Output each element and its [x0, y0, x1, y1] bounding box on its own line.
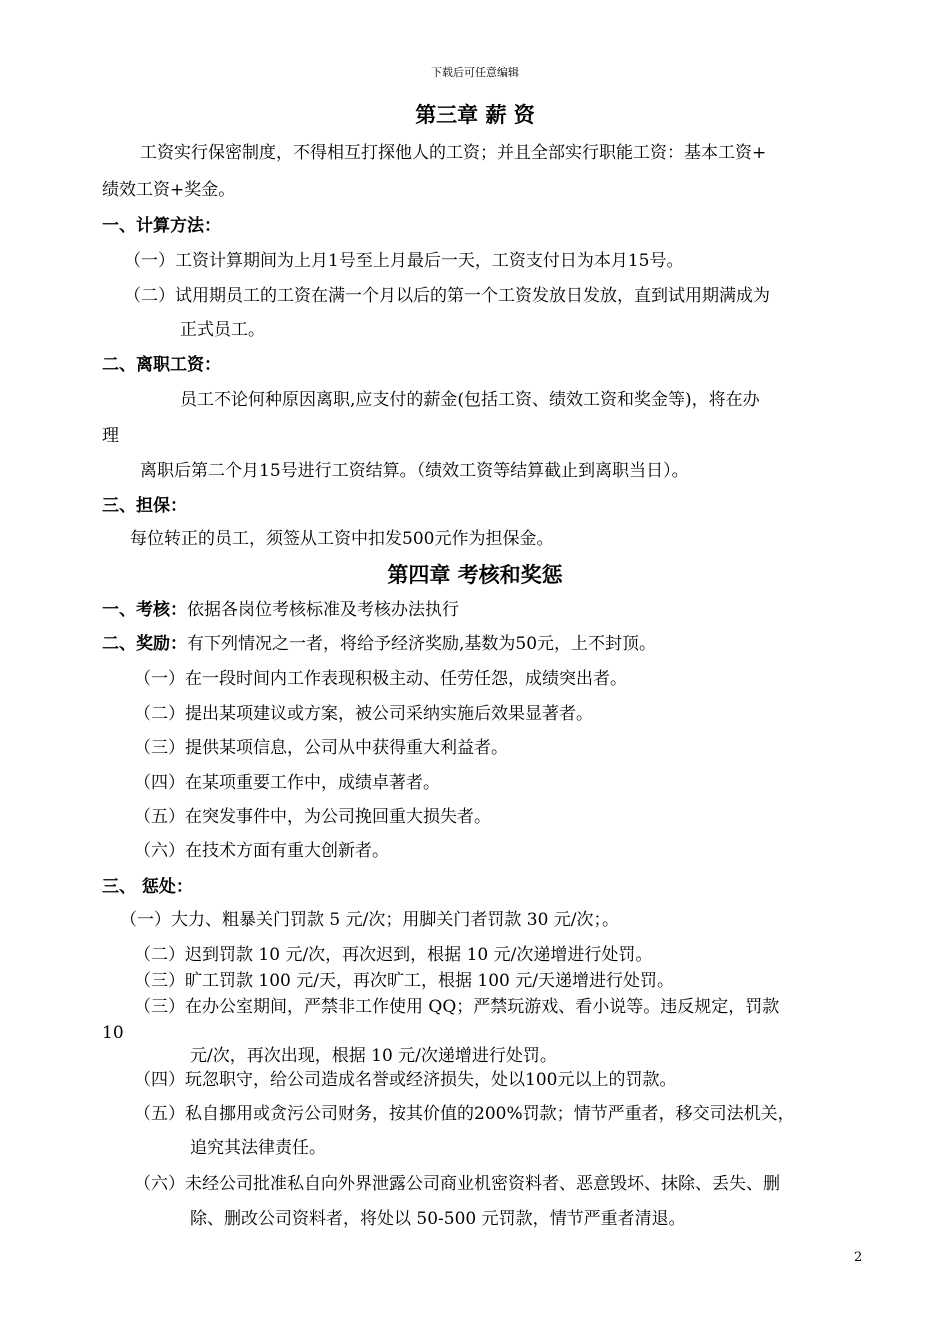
- calc-method-item-2-line-1: （二）试用期员工的工资在满一个月以后的第一个工资发放日发放，直到试用期满成为: [124, 286, 770, 306]
- resignation-pay-line-1: 员工不论何种原因离职,应支付的薪金(包括工资、绩效工资和奖金等)，将在办: [180, 390, 760, 410]
- chapter-3-title: 第三章 薪 资: [415, 102, 535, 127]
- calc-method-item-2-line-2: 正式员工。: [180, 320, 265, 340]
- reward-item-3: （三）提供某项信息，公司从中获得重大利益者。: [134, 738, 508, 758]
- penalty-item-7-line-2: 除、删改公司资料者，将处以 50-500 元罚款，情节严重者清退。: [190, 1209, 686, 1229]
- section-guarantee-title: 三、担保：: [102, 496, 187, 516]
- resignation-pay-line-3: 离职后第二个月15号进行工资结算。（绩效工资等结算截止到离职当日）。: [140, 461, 689, 481]
- penalty-item-5: （四）玩忽职守，给公司造成名誉或经济损失，处以100元以上的罚款。: [134, 1070, 677, 1090]
- penalty-item-6-line-2: 追究其法律责任。: [190, 1138, 326, 1158]
- reward-item-5: （五）在突发事件中，为公司挽回重大损失者。: [134, 807, 491, 827]
- reward-item-1: （一）在一段时间内工作表现积极主动、任劳任怨，成绩突出者。: [134, 669, 627, 689]
- section-resignation-pay-title: 二、离职工资：: [102, 355, 221, 375]
- reward-item-2: （二）提出某项建议或方案，被公司采纳实施后效果显著者。: [134, 704, 593, 724]
- calc-method-item-1: （一）工资计算期间为上月1号至上月最后一天，工资支付日为本月15号。: [124, 251, 684, 271]
- penalty-item-4-line-1: （三）在办公室期间，严禁非工作使用 QQ；严禁玩游戏、看小说等。违反规定，罚款: [134, 997, 780, 1017]
- penalty-item-3: （三）旷工罚款 100 元/天，再次旷工，根据 100 元/天递增进行处罚。: [134, 971, 674, 991]
- section-assessment-title: 一、考核：: [102, 600, 187, 620]
- penalty-item-1: （一）大力、粗暴关门罚款 5 元/次；用脚关门者罚款 30 元/次；。: [120, 910, 620, 930]
- section-calc-method-title: 一、计算方法：: [102, 216, 221, 236]
- reward-item-6: （六）在技术方面有重大创新者。: [134, 841, 389, 861]
- page-number: 2: [854, 1250, 863, 1265]
- header-note: 下载后可任意编辑: [431, 66, 519, 79]
- reward-item-4: （四）在某项重要工作中，成绩卓著者。: [134, 773, 440, 793]
- section-rewards-title: 二、奖励：: [102, 634, 187, 654]
- penalty-item-7-line-1: （六）未经公司批准私自向外界泄露公司商业机密资料者、恶意毁坏、抹除、丢失、删: [134, 1174, 780, 1194]
- section-rewards-text: 有下列情况之一者，将给予经济奖励,基数为50元，上不封顶。: [187, 634, 657, 654]
- chapter-4-title: 第四章 考核和奖惩: [387, 562, 563, 587]
- resignation-pay-line-2: 理: [102, 426, 119, 446]
- section-penalties-title: 三、 惩处：: [102, 877, 193, 897]
- chapter-3-intro-line-1: 工资实行保密制度，不得相互打探他人的工资；并且全部实行职能工资：基本工资+: [140, 143, 767, 163]
- penalty-item-4-line-2: 10: [102, 1023, 124, 1043]
- chapter-3-intro-line-2: 绩效工资+奖金。: [102, 180, 236, 200]
- penalty-item-2: （二）迟到罚款 10 元/次，再次迟到，根据 10 元/次递增进行处罚。: [134, 945, 653, 965]
- section-assessment: [102, 599, 459, 621]
- guarantee-line-1: 每位转正的员工，须签从工资中扣发500元作为担保金。: [130, 529, 554, 549]
- penalty-item-6-line-1: （五）私自挪用或贪污公司财务，按其价值的200%罚款；情节严重者，移交司法机关，: [134, 1104, 795, 1124]
- section-rewards: [102, 633, 656, 655]
- penalty-item-4-line-3: 元/次，再次出现，根据 10 元/次递增进行处罚。: [190, 1046, 557, 1066]
- section-assessment-text: 依据各岗位考核标准及考核办法执行: [187, 600, 459, 620]
